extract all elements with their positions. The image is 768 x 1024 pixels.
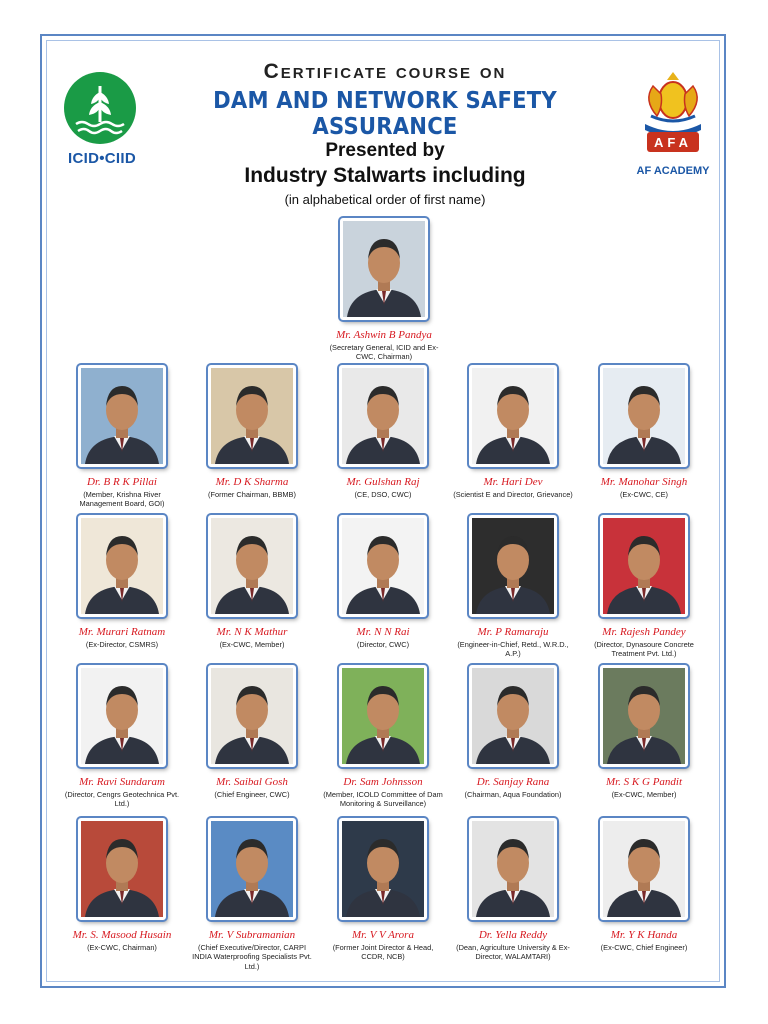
person-name: Mr. Saibal Gosh	[216, 776, 288, 788]
person-role: (Chairman, Aqua Foundation)	[464, 790, 562, 799]
person-card	[62, 515, 182, 649]
af-academy-text: AF ACADEMY	[636, 165, 710, 177]
person-card	[192, 515, 312, 649]
person-card	[323, 818, 443, 962]
person-photo	[208, 665, 296, 767]
person-card	[62, 818, 182, 952]
person-name: Mr. V Subramanian	[208, 929, 296, 941]
person-photo	[78, 365, 166, 467]
af-academy-logo	[628, 66, 718, 177]
person-photo	[339, 818, 427, 920]
person-name: Mr. S K G Pandit	[605, 776, 683, 788]
person-card	[324, 218, 444, 362]
person-name: Mr. Ravi Sundaram	[79, 776, 165, 788]
order-note: (in alphabetical order of first name)	[284, 192, 486, 207]
person-name: Mr. N K Mathur	[216, 626, 288, 638]
icid-logo	[60, 72, 144, 167]
person-role: (Former Joint Director & Head, CCDR, NCB)	[332, 943, 434, 962]
person-role: (Secretary General, ICID and Ex-CWC, Chairman)	[329, 343, 439, 362]
person-role: (Ex-CWC, Member)	[219, 640, 285, 649]
person-name: Mr. D K Sharma	[215, 476, 289, 488]
person-name: Dr. Sanjay Rana	[476, 776, 550, 788]
person-card	[62, 665, 182, 809]
person-photo	[78, 665, 166, 767]
person-card	[323, 515, 443, 649]
person-photo	[469, 515, 557, 617]
person-name: Mr. Gulshan Raj	[346, 476, 420, 488]
person-role: (Engineer-in-Chief, Retd., W.R.D., A.P.)	[457, 640, 569, 659]
person-photo	[469, 665, 557, 767]
person-role: (Ex-CWC, Chairman)	[87, 943, 157, 952]
person-card	[453, 665, 573, 799]
person-card	[192, 818, 312, 971]
person-card	[453, 515, 573, 659]
person-photo	[600, 665, 688, 767]
course-header	[160, 60, 610, 140]
svg-text:AFA: AFA	[654, 135, 692, 150]
person-card	[453, 818, 573, 962]
person-name: Dr. Sam Johnsson	[343, 776, 423, 788]
person-role: (Director, Dynasoure Concrete Treatment Pvt. Ltd.)	[594, 640, 694, 659]
person-name: Dr. B R K Pillai	[87, 476, 157, 488]
person-card	[453, 365, 573, 499]
person-photo	[208, 365, 296, 467]
course-title: DAM AND NETWORK SAFETY ASSURANCE	[213, 88, 557, 140]
person-photo	[208, 818, 296, 920]
person-name: Mr. Y K Handa	[610, 929, 678, 941]
person-photo	[340, 218, 428, 320]
icid-logo-text: ICID•CIID	[68, 150, 136, 167]
person-role: (Former Chairman, BBMB)	[208, 490, 296, 499]
course-subtitle: Certificate course on	[263, 60, 507, 83]
person-photo	[78, 515, 166, 617]
person-photo	[469, 818, 557, 920]
person-name: Mr. P Ramaraju	[477, 626, 549, 638]
person-photo	[600, 818, 688, 920]
person-role: (Director, CWC)	[356, 640, 410, 649]
person-card	[62, 365, 182, 509]
person-role: (Member, ICOLD Committee of Dam Monitoring & Surveillance)	[323, 790, 443, 809]
person-name: Mr. N N Rai	[356, 626, 410, 638]
person-role: (Director, Cengrs Geotechnica Pvt. Ltd.)	[64, 790, 180, 809]
person-photo	[339, 515, 427, 617]
person-role: (CE, DSO, CWC)	[354, 490, 412, 499]
person-role: (Chief Engineer, CWC)	[214, 790, 290, 799]
person-card	[584, 365, 704, 499]
person-name: Mr. Ashwin B Pandya	[336, 329, 432, 341]
person-role: (Ex-CWC, Chief Engineer)	[600, 943, 688, 952]
person-name: Mr. Manohar Singh	[600, 476, 688, 488]
person-role: (Ex-CWC, CE)	[619, 490, 669, 499]
presented-by-block	[160, 140, 610, 207]
person-role: (Ex-Director, CSMRS)	[85, 640, 159, 649]
person-card	[584, 665, 704, 799]
stalwarts-heading: Industry Stalwarts including	[244, 164, 526, 187]
presented-by-label: Presented by	[325, 140, 445, 161]
person-photo	[339, 365, 427, 467]
person-photo	[600, 365, 688, 467]
person-role: (Ex-CWC, Member)	[611, 790, 677, 799]
person-role: (Member, Krishna River Management Board, GOI)	[79, 490, 165, 509]
person-photo	[469, 365, 557, 467]
person-photo	[78, 818, 166, 920]
person-role: (Chief Executive/Director, CARPI INDIA Waterproofing Specialists Pvt. Ltd.)	[192, 943, 312, 971]
person-name: Mr. S. Masood Husain	[72, 929, 172, 941]
person-card	[584, 515, 704, 659]
person-name: Mr. Hari Dev	[483, 476, 543, 488]
person-photo	[600, 515, 688, 617]
person-card	[192, 365, 312, 499]
person-card	[323, 365, 443, 499]
person-name: Mr. Murari Ratnam	[78, 626, 166, 638]
person-name: Mr. Rajesh Pandey	[602, 626, 686, 638]
person-card	[323, 665, 443, 809]
wheat-icon	[64, 72, 136, 144]
person-role: (Dean, Agriculture University & Ex-Director, WALAMTARI)	[456, 943, 570, 962]
person-card	[584, 818, 704, 952]
af-academy-emblem-icon	[633, 66, 713, 158]
person-role: (Scientist E and Director, Grievance)	[453, 490, 573, 499]
person-name: Dr. Yella Reddy	[478, 929, 548, 941]
person-photo	[339, 665, 427, 767]
person-photo	[208, 515, 296, 617]
person-card	[192, 665, 312, 799]
person-name: Mr. V V Arora	[352, 929, 414, 941]
